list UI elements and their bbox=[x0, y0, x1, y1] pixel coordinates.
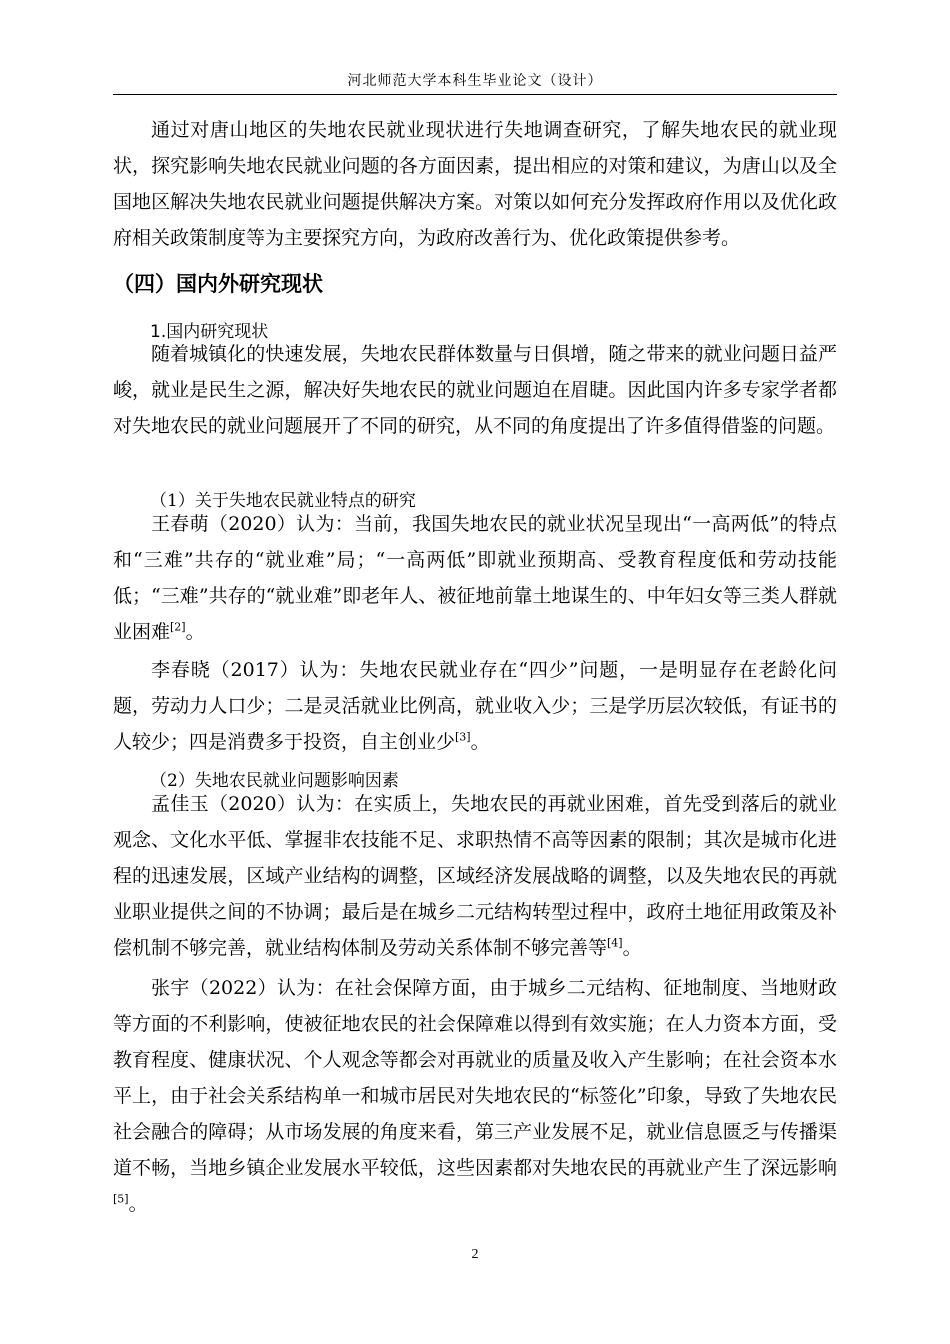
page-number: 2 bbox=[471, 1247, 479, 1262]
citation-5: [5] bbox=[113, 1192, 129, 1206]
subsection-heading: 1.国内研究现状 bbox=[150, 322, 269, 342]
subsubsection-heading-1: （1）关于失地农民就业特点的研究 bbox=[150, 491, 416, 511]
meng-paragraph bbox=[113, 786, 837, 966]
domestic-intro-paragraph: 随着城镇化的快速发展，失地农民群体数量与日俱增，随之带来的就业问题日益严峻，就业是民生之源，解决好失地农民的就业问题迫在眉睫。因此国内许多专家学者都对失地农民的就业问题展开了不同的研究，从不同的角度提出了许多值得借鉴的问题。 bbox=[113, 343, 837, 437]
citation-2: [2] bbox=[170, 620, 186, 634]
meng-text: 孟佳玉（2020）认为：在实质上，失地农民的再就业困难，首先受到落后的就业观念、文化水平低、掌握非农技能不足、求职热情不高等因素的限制；其次是城市化进程的迅速发展，区域产业结构的调整，区域经济发展战略的调整，以及失地农民的再就业职业提供之间的不协调；最后是在城乡二元结构转型过程中，政府土地征用政策及补偿机制不够完善，就业结构体制及劳动关系体制不够完善等 bbox=[113, 793, 837, 959]
zhang-paragraph bbox=[113, 970, 837, 1222]
citation-3: [3] bbox=[455, 730, 471, 744]
wang-text: 王春萌（2020）认为：当前，我国失地农民的就业状况呈现出“一高两低”的特点和“三难”共存的“就业难”局；“一高两低”即就业预期高、受教育程度低和劳动技能低；“三难”共存的“就业难”即老年人、被征地前靠土地谋生的、中年妇女等三类人群就业困难 bbox=[113, 513, 837, 643]
wang-paragraph bbox=[113, 506, 837, 650]
meng-end: 。 bbox=[622, 937, 642, 959]
li-end: 。 bbox=[470, 731, 490, 753]
subsubsection-heading-2: （2）失地农民就业问题影响因素 bbox=[150, 771, 399, 791]
citation-4: [4] bbox=[607, 936, 623, 950]
section-heading: （四）国内外研究现状 bbox=[113, 272, 323, 296]
intro-paragraph: 通过对唐山地区的失地农民就业现状进行失地调查研究，了解失地农民的就业现状，探究影响失地农民就业问题的各方面因素，提出相应的对策和建议，为唐山以及全国地区解决失地农民就业问题提供解决方案。对策以如何充分发挥政府作用以及优化政府相关政策制度等为主要探究方向，为政府改善行为、优化政策提供参考。 bbox=[113, 119, 837, 249]
header-rule bbox=[113, 94, 837, 95]
li-text: 李春晓（2017）认为：失地农民就业存在“四少”问题，一是明显存在老龄化问题，劳动力人口少；二是灵活就业比例高，就业收入少；三是学历层次较低，有证书的人较少；四是消费多于投资，自主创业少 bbox=[113, 659, 837, 753]
page-header: 河北师范大学本科生毕业论文（设计） bbox=[347, 73, 603, 89]
li-paragraph bbox=[113, 652, 837, 760]
zhang-text: 张宇（2022）认为：在社会保障方面，由于城乡二元结构、征地制度、当地财政等方面的不利影响，使被征地农民的社会保障难以得到有效实施；在人力资本方面，受教育程度、健康状况、个人观念等都会对再就业的质量及收入产生影响；在社会资本水平上，由于社会关系结构单一和城市居民对失地农民的“标签化”印象，导致了失地农民社会融合的障碍；从市场发展的角度来看，第三产业发展不足，就业信息匮乏与传播渠道不畅，当地乡镇企业发展水平较低，这些因素都对失地农民的再就业产生了深远影响 bbox=[113, 977, 837, 1179]
zhang-end: 。 bbox=[128, 1193, 148, 1215]
wang-end: 。 bbox=[185, 621, 205, 643]
